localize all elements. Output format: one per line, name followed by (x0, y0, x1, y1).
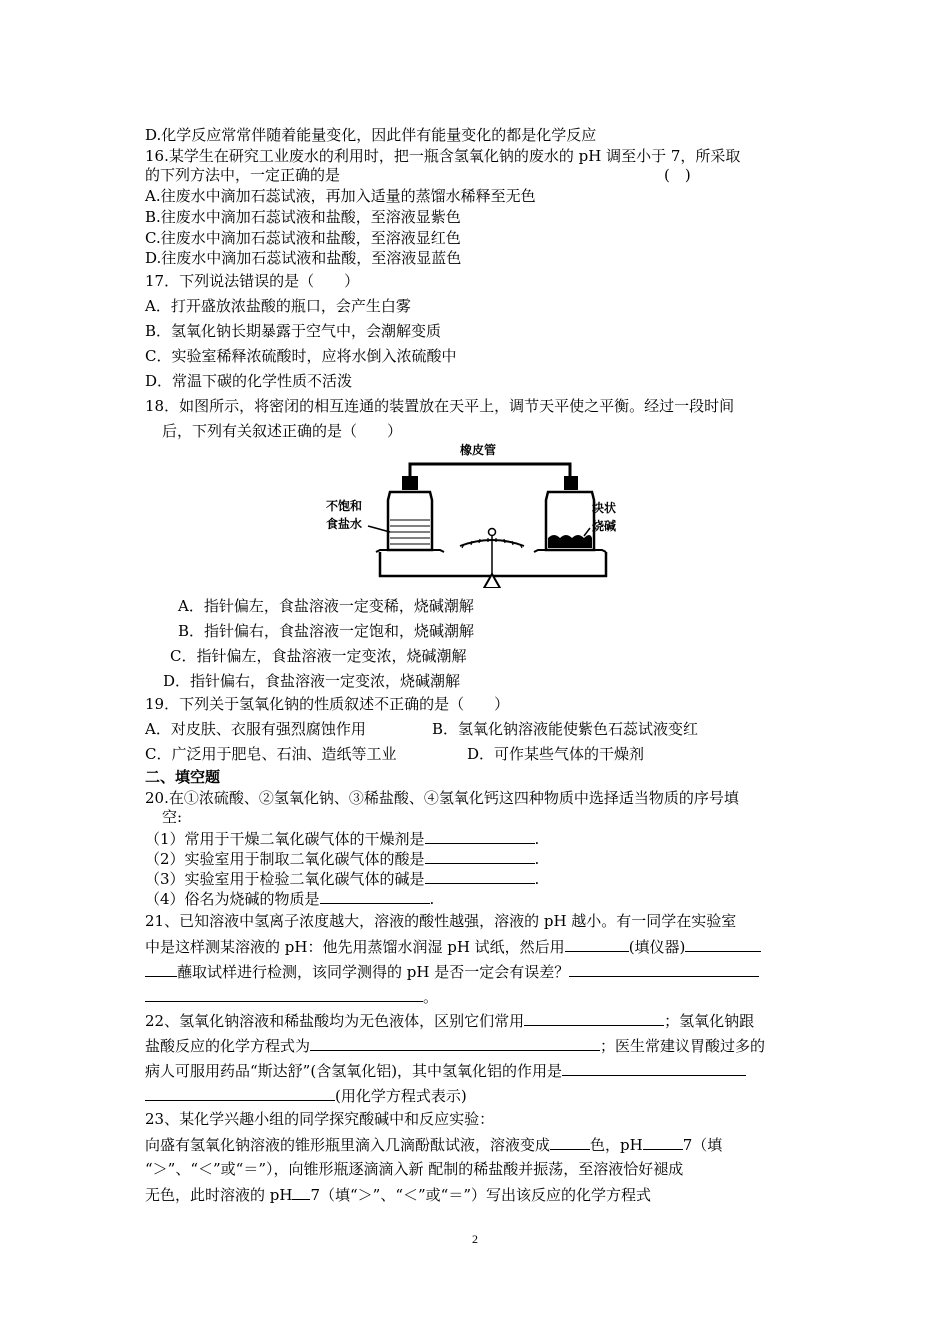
q18-option-c: C．指针偏左，食盐溶液一定变浓，烧碱潮解 (170, 647, 467, 665)
rubber-tube-label: 橡皮管 (460, 443, 497, 457)
q23-line2-mid: 色，pH (590, 1136, 643, 1154)
q23-line1: 23、某化学兴趣小组的同学探究酸碱中和反应实验： (145, 1110, 495, 1128)
q20-sub4-text: （4）俗名为烧碱的物质是 (145, 890, 320, 908)
rubber-tube (410, 464, 570, 478)
q22-equation-blank[interactable] (310, 1035, 600, 1051)
q20-stem-line1: 20.在①浓硫酸、②氢氧化钠、③稀盐酸、④氢氧化钙这四种物质中选择适当物质的序号填 (145, 789, 739, 807)
q16-option-b: B.往废水中滴加石蕊试液和盐酸，至溶液显紫色 (145, 208, 461, 226)
q21-line2-text: 中是这样测某溶液的 pH：他先用蒸馏水润湿 pH 试纸，然后用 (145, 938, 565, 956)
page-number: 2 (472, 1232, 478, 1246)
q21-instrument-blank[interactable] (565, 936, 629, 952)
right-bottle (546, 476, 594, 550)
q23-line4-end: 7（填“＞”、“＜”或“＝”）写出该反应的化学方程式 (310, 1186, 652, 1204)
q20-stem-line2: 空: (162, 808, 183, 826)
q18-option-b: B．指针偏右，食盐溶液一定饱和，烧碱潮解 (178, 622, 475, 640)
right-label-line1: 块状 (592, 501, 617, 515)
balance-frame (380, 552, 606, 576)
section-title: 二、填空题 (145, 768, 221, 786)
q17-stem: 17．下列说法错误的是（ ） (145, 272, 360, 290)
balance-apparatus-figure (320, 438, 630, 588)
q23-ph-blank2[interactable] (292, 1184, 310, 1200)
q23-color-blank[interactable] (550, 1134, 590, 1150)
q20-blank4[interactable] (320, 888, 430, 904)
q16-stem-text: 的下列方法中，一定正确的是 (145, 166, 341, 184)
q19-option-a: A．对皮肤、衣服有强烈腐蚀作用 (145, 720, 366, 738)
q18-option-d: D．指针偏右，食盐溶液一定变浓，烧碱潮解 (163, 672, 461, 690)
q21-line3-lead-blank[interactable] (145, 961, 177, 977)
q17-option-c: C．实验室稀释浓硫酸时，应将水倒入浓硫酸中 (145, 347, 457, 365)
q16-option-d: D.往废水中滴加石蕊试液和盐酸，至溶液显蓝色 (145, 249, 462, 267)
q22-line4 (145, 1085, 467, 1106)
q23-line2-text: 向盛有氢氧化钠溶液的锥形瓶里滴入几滴酚酞试液，溶液变成 (145, 1136, 551, 1154)
q23-line2 (145, 1134, 722, 1155)
q22-aluminum-blank[interactable] (562, 1060, 746, 1076)
q20-sub1-text: （1）常用于干燥二氧化碳气体的干燥剂是 (145, 830, 425, 848)
q22-line1-text: 22、氢氧化钠溶液和稀盐酸均为无色液体，区别它们常用 (145, 1012, 525, 1030)
pointer-pivot (489, 529, 496, 536)
q15-option-d: D.化学反应常常伴随着能量变化，因此伴有能量变化的都是化学反应 (145, 126, 597, 144)
q20-blank3[interactable] (425, 868, 535, 884)
left-pan (376, 550, 444, 552)
q19-option-d: D．可作某些气体的干燥剂 (467, 745, 645, 763)
q22-line1 (145, 1010, 754, 1031)
q16-stem-line1: 16.某学生在研究工业废水的利用时，把一瓶含氢氧化钠的废水的 pH 调至小于 7，所采取 (145, 147, 741, 165)
q21-line1: 21、已知溶液中氢离子浓度越大，溶液的酸性越强，溶液的 pH 越小。有一同学在实验室 (145, 912, 737, 930)
q23-ph-blank1[interactable] (643, 1134, 683, 1150)
q21-line2-suffix: (填仪器) (628, 938, 686, 956)
left-label-line2: 食盐水 (326, 517, 363, 531)
q21-line3-text: 蘸取试样进行检测，该同学测得的 pH 是否一定会有误差？ (177, 963, 570, 981)
q18-option-a: A．指针偏左，食盐溶液一定变稀，烧碱潮解 (178, 597, 474, 615)
q21-line4-end: 。 (423, 988, 439, 1006)
q20-blank1[interactable] (425, 828, 535, 844)
q18-stem-line1: 18．如图所示，将密闭的相互连通的装置放在天平上，调节天平使之平衡。经过一段时间 (145, 397, 735, 415)
q20-sub2-text: （2）实验室用于制取二氧化碳气体的酸是 (145, 850, 425, 868)
q21-instrument-blank-cont[interactable] (685, 936, 761, 952)
q16-option-c: C.往废水中滴加石蕊试液和盐酸，至溶液显红色 (145, 229, 461, 247)
q22-aluminum-blank-cont[interactable] (145, 1085, 335, 1101)
q23-line4-text: 无色，此时溶液的 pH (145, 1186, 293, 1204)
q22-line2 (145, 1035, 765, 1056)
q23-line2-end: 7（填 (682, 1136, 723, 1154)
q21-line3 (145, 961, 759, 982)
q22-line2-text: 盐酸反应的化学方程式为 (145, 1037, 311, 1055)
q22-line1-suffix: ；氢氧化钠跟 (664, 1012, 755, 1030)
left-label-line1: 不饱和 (326, 499, 363, 513)
q19-option-c: C．广泛用于肥皂、石油、造纸等工业 (145, 745, 397, 763)
q17-option-b: B．氢氧化钠长期暴露于空气中，会潮解变质 (145, 322, 442, 340)
q21-error-blank[interactable] (569, 961, 759, 977)
q21-error-blank-cont[interactable] (145, 986, 423, 1002)
right-pan (534, 550, 606, 552)
q20-sub3-text: （3）实验室用于检验二氧化碳气体的碱是 (145, 870, 425, 888)
q18-stem-line2: 后，下列有关叙述正确的是（ ） (162, 422, 403, 440)
q22-line3 (145, 1060, 746, 1081)
q20-sub2-period: . (534, 850, 540, 868)
q22-line2-suffix: ；医生常建议胃酸过多的 (600, 1037, 766, 1055)
left-bottle (388, 476, 432, 550)
q16-answer-paren: ( ) (664, 166, 691, 184)
q20-sub3 (145, 868, 539, 889)
q20-sub1 (145, 828, 539, 849)
q21-line2 (145, 936, 761, 957)
q16-option-a: A.往废水中滴加石蕊试液，再加入适量的蒸馏水稀释至无色 (145, 187, 536, 205)
q21-line4 (145, 986, 438, 1007)
right-label-line2: 烧碱 (592, 519, 617, 533)
q22-distinguish-blank[interactable] (524, 1010, 664, 1026)
q20-sub4-period: . (429, 890, 435, 908)
q22-line4-text: (用化学方程式表示) (335, 1087, 467, 1105)
q20-sub4 (145, 888, 434, 909)
q20-sub3-period: . (534, 870, 540, 888)
q20-sub1-period: . (534, 830, 540, 848)
q23-line4 (145, 1184, 651, 1205)
q20-blank2[interactable] (425, 848, 535, 864)
q19-option-b: B．氢氧化钠溶液能使紫色石蕊试液变红 (432, 720, 699, 738)
q17-option-a: A．打开盛放浓盐酸的瓶口，会产生白雾 (145, 297, 411, 315)
q23-line3: “＞”、“＜”或“＝”），向锥形瓶逐滴滴入新 配制的稀盐酸并振荡，至溶液恰好褪成 (145, 1160, 684, 1178)
q17-option-d: D．常温下碳的化学性质不活泼 (145, 372, 353, 390)
q19-stem: 19．下列关于氢氧化钠的性质叙述不正确的是（ ） (145, 695, 510, 713)
q22-line3-text: 病人可服用药品“斯达舒”(含氢氧化铝)，其中氢氧化铝的作用是 (145, 1062, 563, 1080)
q20-sub2 (145, 848, 539, 869)
q16-stem-line2 (145, 165, 340, 185)
